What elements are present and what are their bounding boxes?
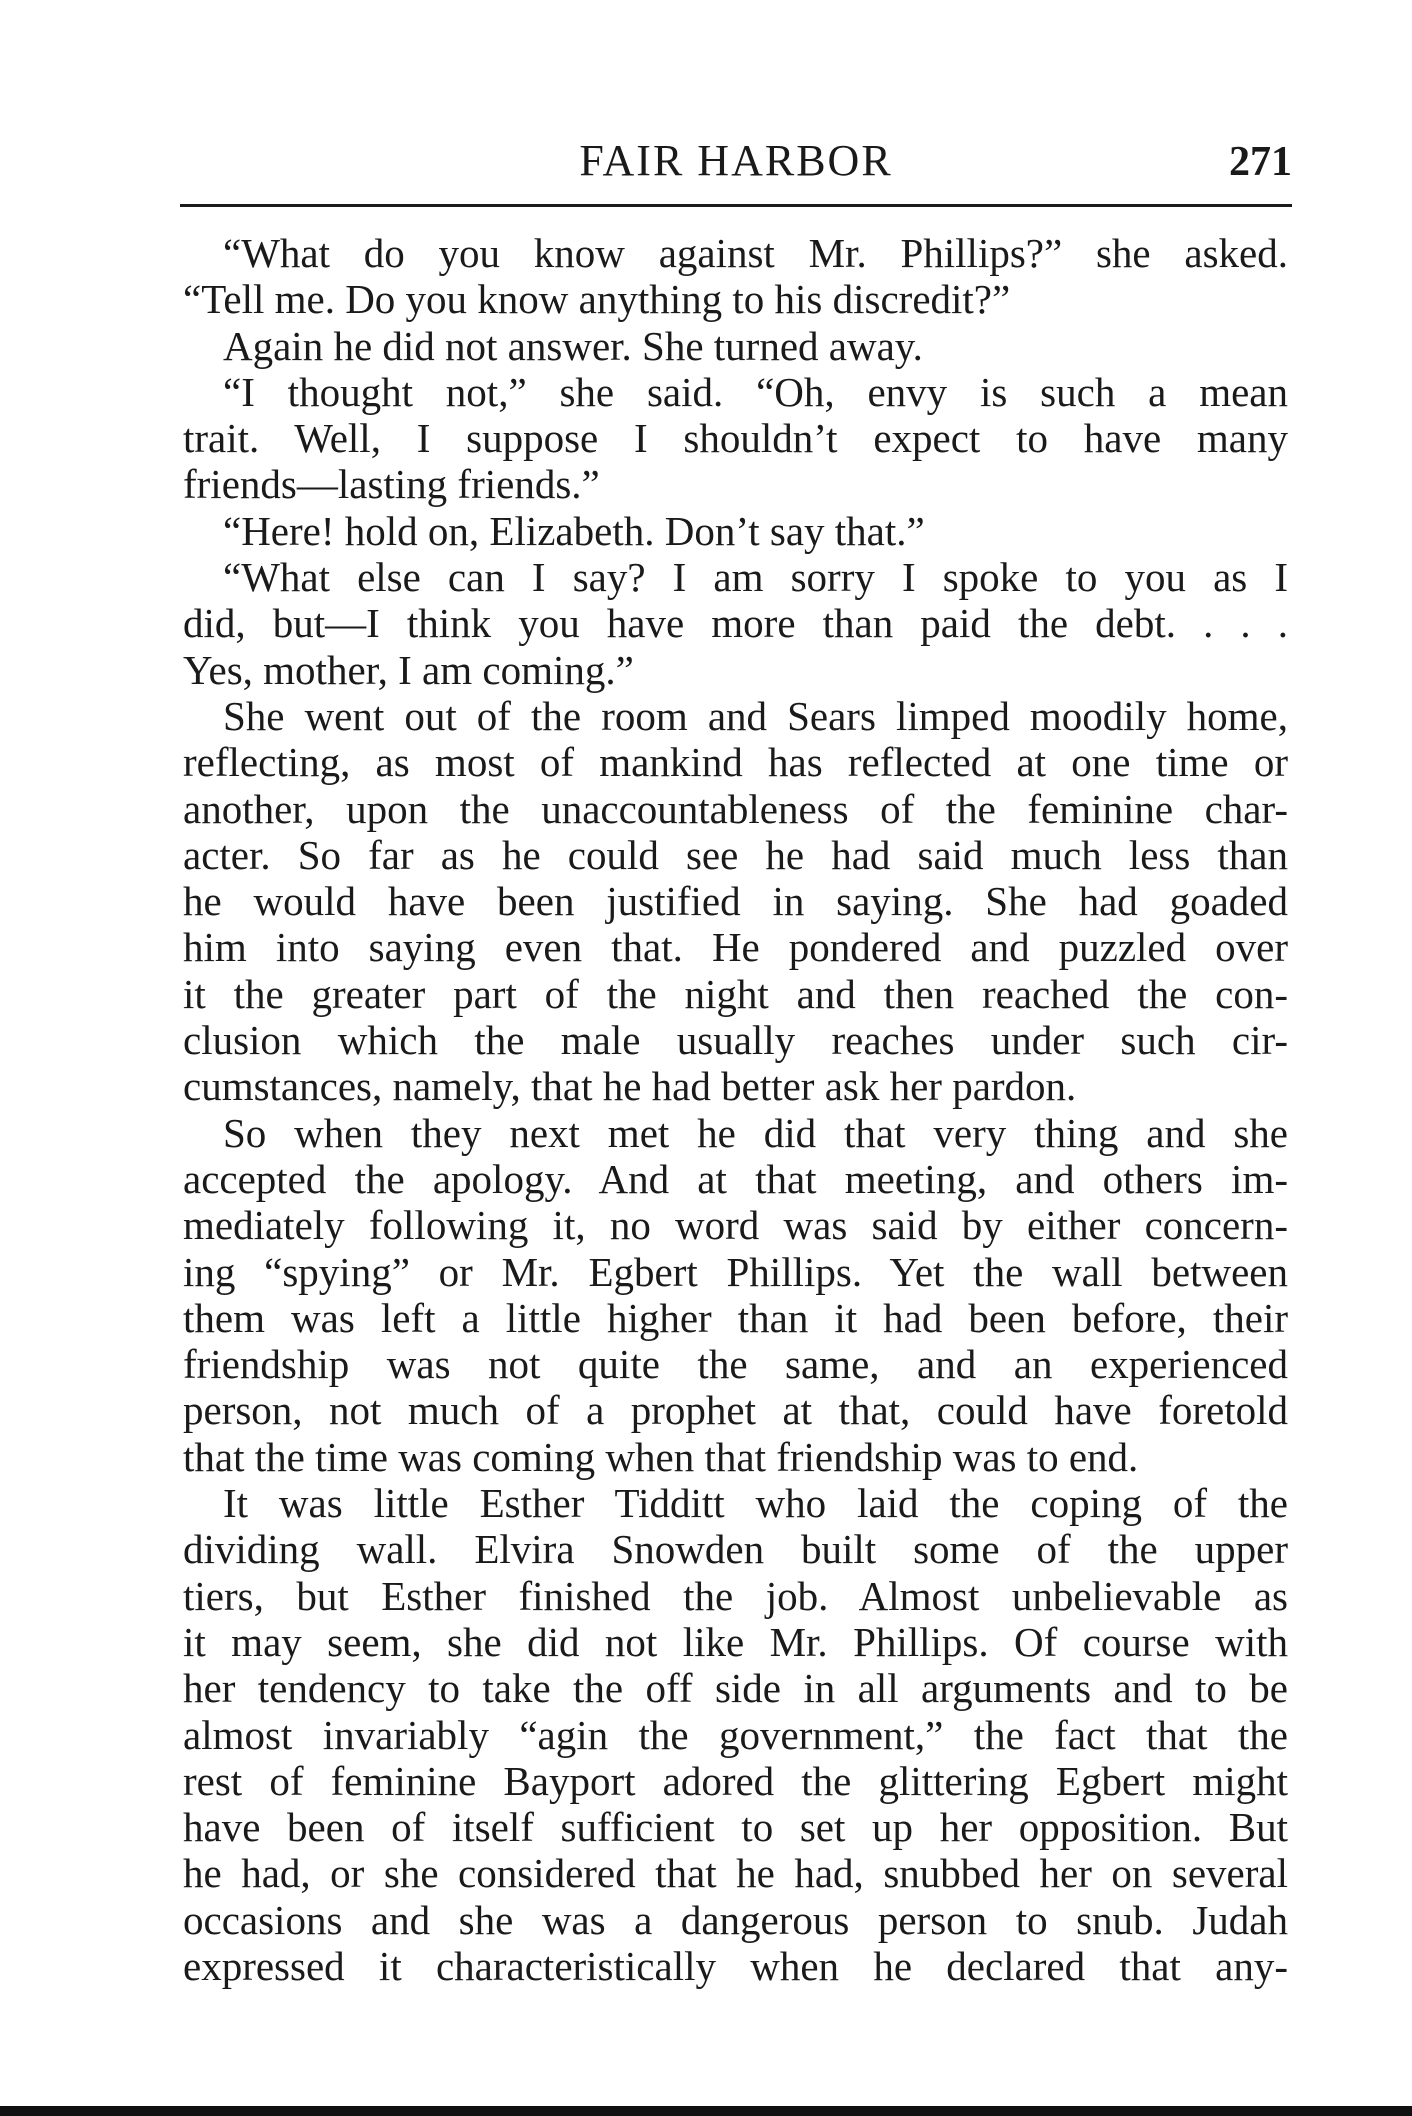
text-line: cumstances, namely, that he had better ask her pardon. (183, 1063, 1077, 1110)
text-line: it the greater part of the night and then reached the con- (183, 970, 1288, 1017)
text-line: clusion which the male usually reaches under such cir- (183, 1017, 1288, 1064)
text-line: mediately following it, no word was said by either concern- (183, 1202, 1288, 1249)
text-line: person, not much of a prophet at that, could have foretold (183, 1387, 1288, 1434)
text-line: “Tell me. Do you know anything to his discredit?” (183, 276, 1011, 323)
text-line: So when they next met he did that very thing and she (223, 1109, 1288, 1156)
text-line: ing “spying” or Mr. Egbert Phillips. Yet the wall between (183, 1248, 1288, 1295)
text-line: tiers, but Esther finished the job. Almost unbelievable as (183, 1572, 1288, 1619)
text-line: that the time was coming when that friendship was to end. (183, 1433, 1139, 1480)
text-line: it may seem, she did not like Mr. Phillips. Of course with (183, 1618, 1288, 1665)
text-line: dividing wall. Elvira Snowden built some of the upper (183, 1526, 1288, 1573)
text-line: did, but—I think you have more than paid the debt. . . . (183, 600, 1288, 647)
text-line: he had, or she considered that he had, snubbed her on several (183, 1850, 1288, 1897)
text-line: friendship was not quite the same, and an experienced (183, 1341, 1288, 1388)
text-line: It was little Esther Tidditt who laid the coping of the (223, 1480, 1288, 1527)
page-number: 271 (1229, 139, 1292, 185)
running-title: FAIR HARBOR (579, 136, 893, 185)
text-line: “I thought not,” she said. “Oh, envy is such a mean (223, 368, 1288, 415)
text-line: Again he did not answer. She turned away. (223, 322, 923, 369)
header-rule (180, 204, 1292, 207)
text-line: “What else can I say? I am sorry I spoke to you as I (223, 554, 1288, 601)
text-line: almost invariably “agin the government,” the fact that the (183, 1711, 1288, 1758)
text-line: reflecting, as most of mankind has reflected at one time or (183, 739, 1288, 786)
text-line: “Here! hold on, Elizabeth. Don’t say that.” (223, 507, 925, 554)
text-line: expressed it characteristically when he declared that any- (183, 1942, 1288, 1989)
text-line: him into saying even that. He pondered and puzzled over (183, 924, 1288, 971)
text-line: occasions and she was a dangerous person to snub. Judah (183, 1896, 1288, 1943)
page-bottom-edge (0, 2106, 1412, 2116)
text-line: Yes, mother, I am coming.” (183, 646, 634, 693)
text-line: “What do you know against Mr. Phillips?” she asked. (223, 230, 1288, 276)
text-line: trait. Well, I suppose I shouldn’t expect to have many (183, 415, 1288, 462)
text-line: accepted the apology. And at that meeting, and others im- (183, 1155, 1288, 1202)
text-line: rest of feminine Bayport adored the glittering Egbert might (183, 1757, 1288, 1804)
text-line: friends—lasting friends.” (183, 461, 600, 508)
text-line: another, upon the unaccountableness of the feminine char- (183, 785, 1288, 832)
text-line: them was left a little higher than it had been before, their (183, 1294, 1288, 1341)
text-line: he would have been justified in saying. She had goaded (183, 878, 1288, 925)
text-line: She went out of the room and Sears limped moodily home, (223, 692, 1288, 739)
text-line: have been of itself sufficient to set up her opposition. But (183, 1804, 1288, 1851)
text-line: her tendency to take the off side in all arguments and to be (183, 1665, 1288, 1712)
text-line: acter. So far as he could see he had said much less than (183, 831, 1288, 878)
running-head (180, 130, 1292, 210)
body-text (183, 230, 1288, 1989)
